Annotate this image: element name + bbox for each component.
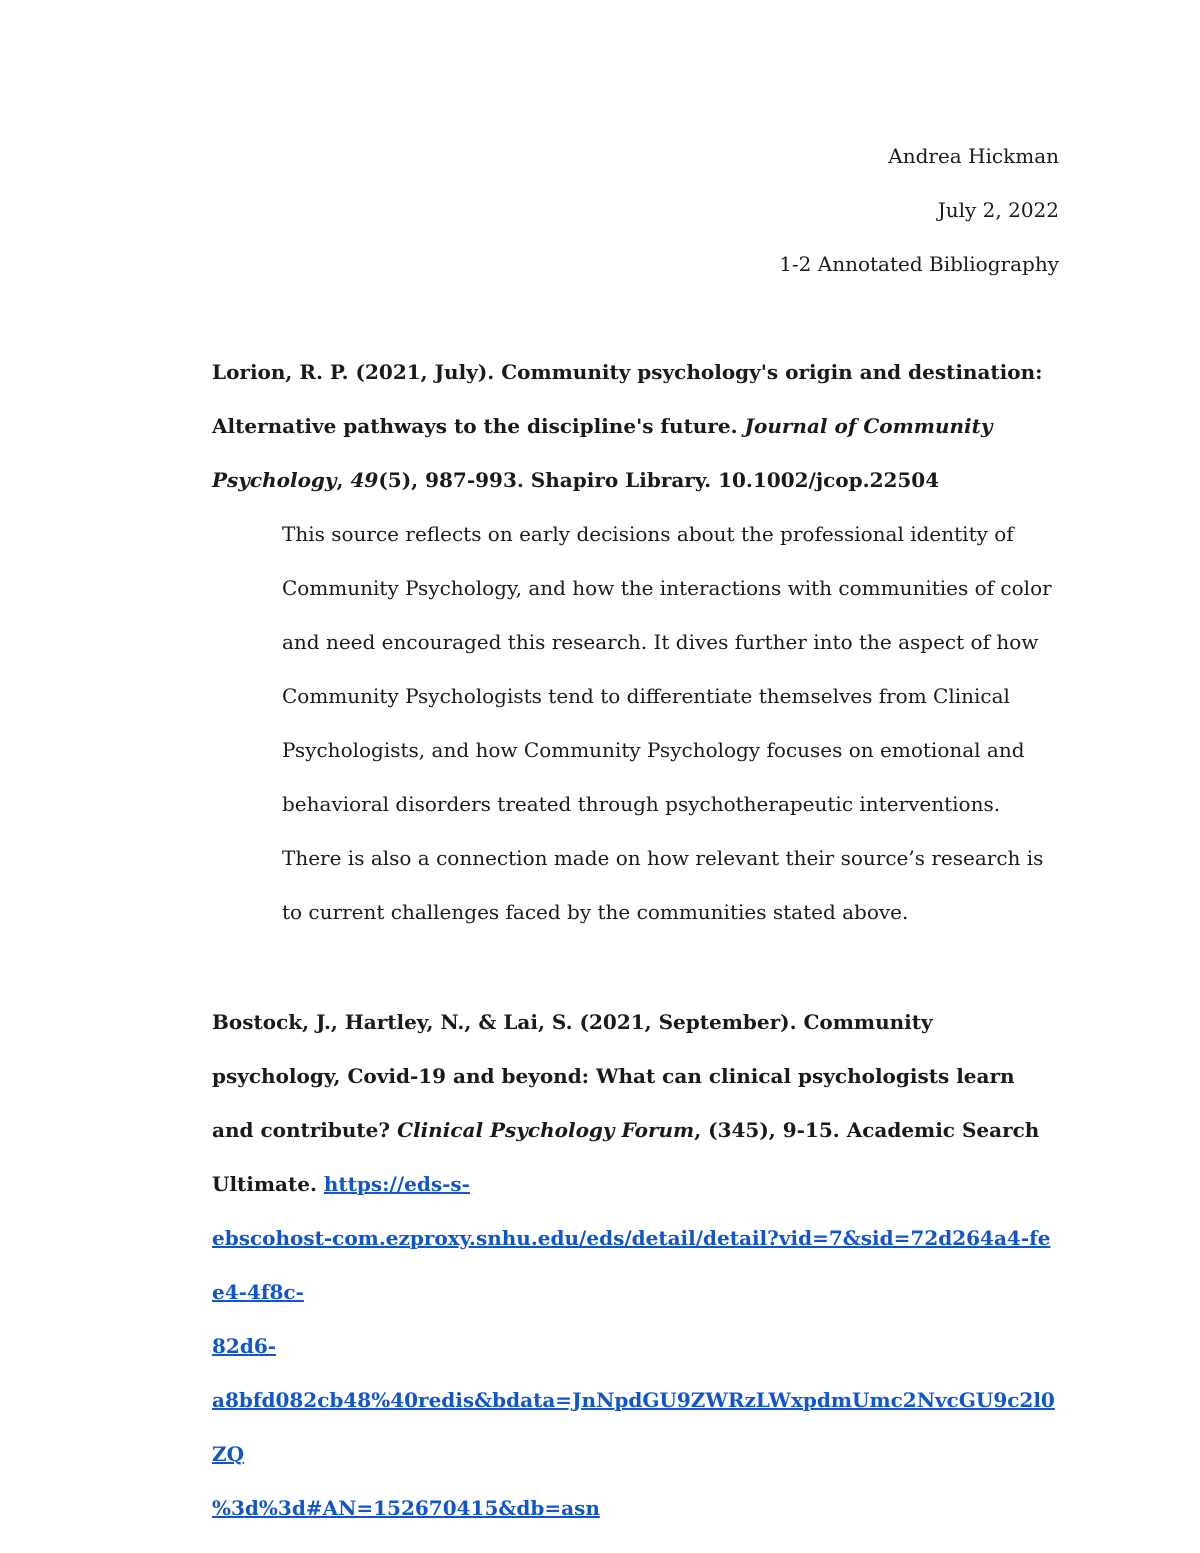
author-name: Andrea Hickman — [888, 144, 1059, 168]
citation-2-tail: , (345), 9-15. Academic Search Ultimate. — [212, 1118, 1040, 1196]
link-part-4: a8bfd082cb48%40redis&bdata=JnNpdGU9ZWRzLWxpdmUmc2NvcGU9c2l0ZQ — [212, 1388, 1055, 1466]
citation-1-journal: Journal of Community Psychology — [212, 414, 993, 492]
citation-1-text: Lorion, R. P. (2021, July). Community psychology's origin and destination: Alternative pathways to the discipline's future. — [212, 360, 1043, 438]
bibliography-entry-1 — [212, 345, 1057, 939]
link-part-1: https://eds-s- — [323, 1172, 470, 1196]
citation-1-comma: , — [336, 468, 351, 492]
citation-1 — [212, 345, 1057, 507]
link-part-2: ebscohost-com.ezproxy.snhu.edu/eds/detail/detail?vid=7&sid=72d264a4-fee4-4f8c- — [212, 1226, 1051, 1304]
citation-2-link[interactable] — [212, 1172, 1055, 1520]
citation-2-text: Bostock, J., Hartley, N., & Lai, S. (2021, September). Community psychology, Covid-19 and beyond: What can clinical psychologists learn and contribute? — [212, 1010, 1015, 1142]
annotation-1: This source reflects on early decisions about the professional identity of Community Psychology, and how the interactions with communities of color and need encouraged this research. It dives further into the aspect of how Community Psychologists tend to differentiate themselves from Clinical Psychologists, and how Community Psychology focuses on emotional and behavioral disorders treated through psychotherapeutic interventions. There is also a connection made on how relevant their source’s research is to current challenges faced by the communities stated above. — [282, 522, 1052, 924]
document-date: July 2, 2022 — [937, 198, 1059, 222]
link-part-3: 82d6- — [212, 1334, 277, 1358]
bibliography-entry-2 — [212, 995, 1057, 1535]
citation-2 — [212, 995, 1057, 1535]
citation-2-journal: Clinical Psychology Forum — [397, 1118, 695, 1142]
assignment-title: 1-2 Annotated Bibliography — [779, 252, 1059, 276]
citation-1-tail: (5), 987-993. Shapiro Library. 10.1002/jcop.22504 — [378, 468, 940, 492]
citation-1-volume: 49 — [350, 468, 379, 492]
link-part-5: %3d%3d#AN=152670415&db=asn — [212, 1496, 600, 1520]
